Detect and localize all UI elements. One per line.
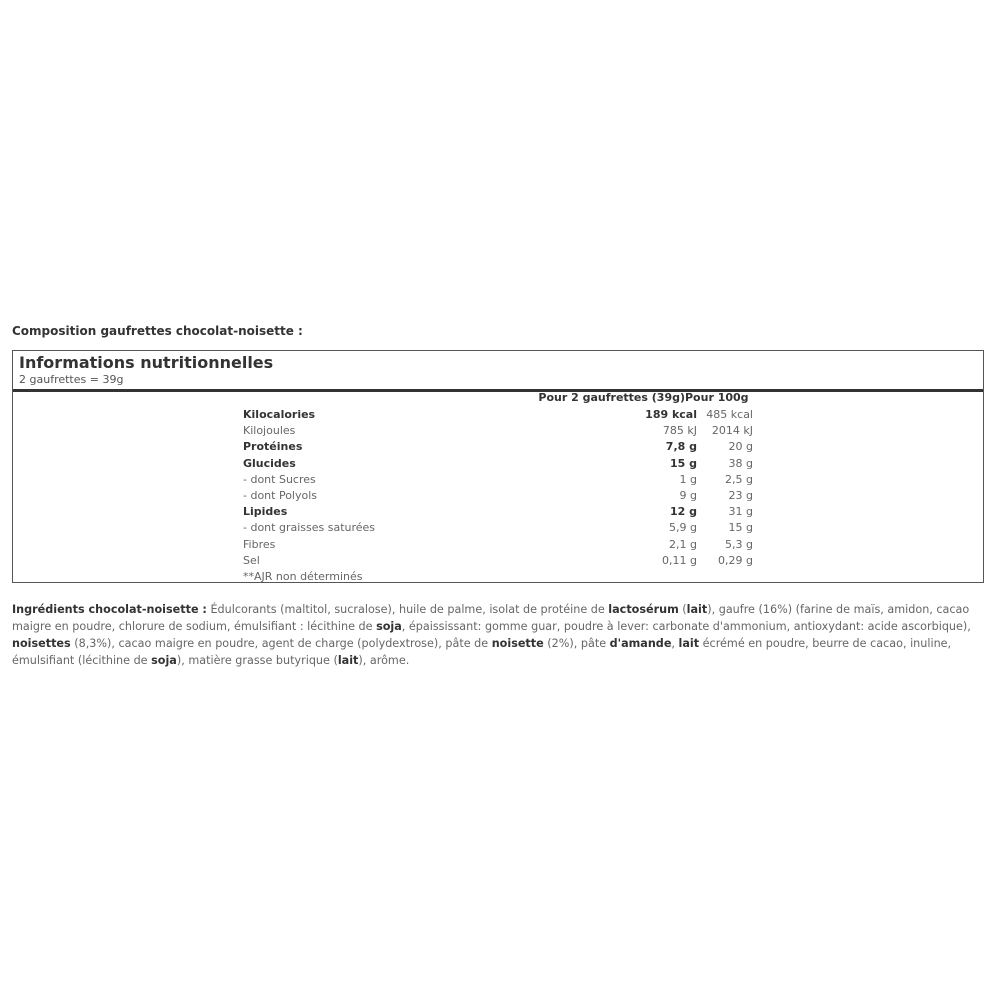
allergen-text: soja bbox=[376, 620, 402, 633]
table-row bbox=[243, 439, 755, 455]
per-100g-value: 38 g bbox=[728, 456, 753, 470]
table-row bbox=[243, 423, 755, 439]
nutrient-label: Kilocalories bbox=[243, 408, 316, 421]
composition-title: Composition gaufrettes chocolat-noisette : bbox=[12, 324, 303, 338]
ingredients-paragraph bbox=[12, 601, 984, 669]
nutrient-label: Protéines bbox=[243, 440, 303, 454]
nutrient-label: - dont Sucres bbox=[243, 472, 316, 486]
ingredient-text: , bbox=[671, 637, 679, 650]
per-100g-value: 15 g bbox=[728, 521, 753, 535]
per-serving-value: 189 kcal bbox=[645, 408, 697, 421]
nutrition-title: Informations nutritionnelles bbox=[19, 353, 274, 372]
per-100g-value: 2,5 g bbox=[725, 472, 753, 486]
nutrient-label: Kilojoules bbox=[243, 424, 296, 438]
ingredient-text: ), matière grasse butyrique ( bbox=[176, 654, 338, 667]
column-header-per-100g: Pour 100g bbox=[685, 391, 749, 404]
per-100g-value: 20 g bbox=[728, 440, 753, 454]
ingredient-text: (8,3%), cacao maigre en poudre, agent de charge (polydextrose), pâte de bbox=[70, 637, 492, 650]
per-100g-value: 2014 kJ bbox=[711, 424, 753, 438]
nutrition-table bbox=[243, 391, 755, 585]
nutrient-label: Lipides bbox=[243, 505, 288, 519]
ingredient-text: ( bbox=[678, 603, 687, 616]
ingredient-text: ), gaufre (16%) (farine de maïs, amidon, cacao maigre en poudre, chlorure de sodium, émulsifiant : lécithine de bbox=[12, 603, 970, 633]
nutrient-label: Glucides bbox=[243, 456, 296, 470]
allergen-text: noisettes bbox=[12, 637, 71, 650]
allergen-text: soja bbox=[151, 654, 177, 667]
per-serving-value: 12 g bbox=[669, 505, 697, 519]
table-row bbox=[243, 488, 755, 504]
ingredient-text: Édulcorants (maltitol, sucralose), huile de palme, isolat de protéine de bbox=[206, 603, 609, 616]
table-row bbox=[243, 537, 755, 553]
allergen-text: lactosérum bbox=[608, 603, 679, 616]
nutrient-label: Fibres bbox=[243, 537, 276, 551]
per-serving-value: 0,11 g bbox=[662, 553, 697, 567]
per-100g-value: 31 g bbox=[728, 505, 753, 519]
per-serving-value: 5,9 g bbox=[669, 521, 697, 535]
table-row bbox=[243, 504, 755, 520]
table-row bbox=[243, 472, 755, 488]
ingredient-text: , épaississant: gomme guar, poudre à lever: carbonate d'ammonium, antioxydant: acide ascorbique), bbox=[401, 620, 971, 633]
nutrition-header bbox=[13, 351, 983, 392]
nutrient-label: - dont graisses saturées bbox=[243, 521, 376, 535]
nutrient-label: Sel bbox=[243, 553, 260, 567]
column-header-nutrient bbox=[243, 391, 461, 405]
per-serving-value: 7,8 g bbox=[665, 440, 697, 454]
table-row bbox=[243, 520, 755, 536]
per-serving-value: 15 g bbox=[669, 456, 697, 470]
serving-size: 2 gaufrettes = 39g bbox=[19, 373, 124, 386]
per-serving-value: 9 g bbox=[679, 488, 697, 502]
allergen-text: noisette bbox=[491, 637, 544, 650]
ingredient-text: ), arôme. bbox=[358, 654, 410, 667]
ingredients-label: Ingrédients chocolat-noisette : bbox=[12, 603, 207, 616]
per-serving-value: 1 g bbox=[679, 472, 697, 486]
per-serving-value: 785 kJ bbox=[662, 424, 697, 438]
nutrient-label: - dont Polyols bbox=[243, 488, 318, 502]
allergen-text: d'amande bbox=[609, 637, 672, 650]
allergen-text: lait bbox=[337, 654, 359, 667]
per-100g-value: 485 kcal bbox=[706, 408, 753, 421]
ingredient-text: écrémé en poudre, beurre de cacao, inuline, émulsifiant (lécithine de bbox=[12, 637, 952, 667]
per-100g-value: 0,29 g bbox=[718, 553, 753, 567]
per-100g-value: 5,3 g bbox=[725, 537, 753, 551]
column-header-per-serving: Pour 2 gaufrettes (39g) bbox=[538, 391, 685, 404]
per-serving-value: 2,1 g bbox=[669, 537, 697, 551]
allergen-text: lait bbox=[686, 603, 708, 616]
nutrition-facts-panel bbox=[12, 350, 984, 583]
footnote: **AJR non déterminés bbox=[243, 569, 363, 583]
table-header-row bbox=[243, 391, 755, 405]
nutrition-rows bbox=[243, 407, 755, 569]
table-row bbox=[243, 553, 755, 569]
per-100g-value: 23 g bbox=[728, 488, 753, 502]
allergen-text: lait bbox=[678, 637, 700, 650]
table-row bbox=[243, 407, 755, 423]
table-row bbox=[243, 456, 755, 472]
ingredient-text: (2%), pâte bbox=[543, 637, 610, 650]
